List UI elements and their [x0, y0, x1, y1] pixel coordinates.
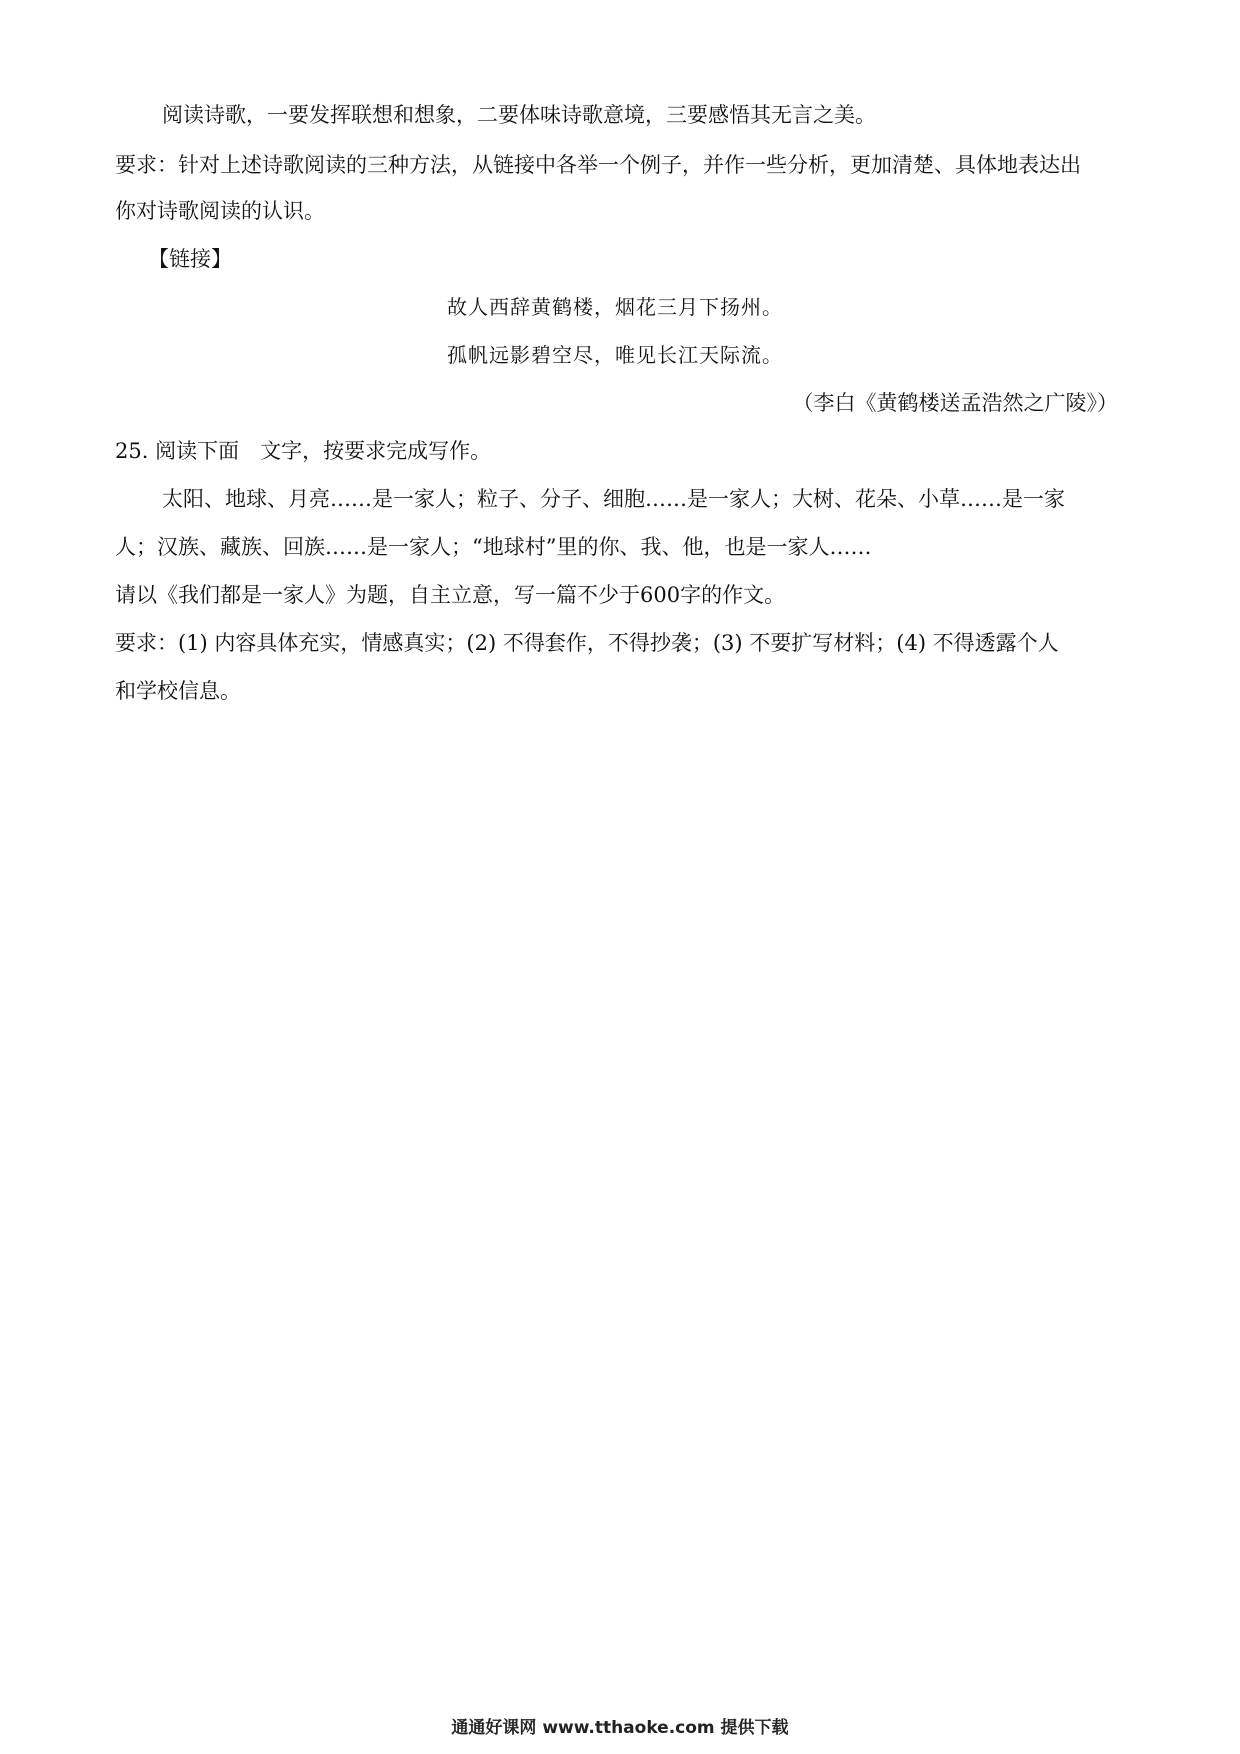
q24-requirement-line2: 你对诗歌阅读的认识。 — [115, 199, 325, 223]
q24-link-label: 【链接】 — [148, 247, 232, 271]
q25-material-line1: 太阳、地球、月亮……是一家人；粒子、分子、细胞……是一家人；大树、花朵、小草……是一家 — [162, 487, 1065, 511]
q25-material-line2: 人；汉族、藏族、回族……是一家人；“地球村”里的你、我、他，也是一家人…… — [115, 535, 872, 559]
poem-source: （李白《黄鹤楼送孟浩然之广陵》） — [792, 391, 1118, 415]
q25-requirement-line1: 要求：(1) 内容具体充实，情感真实；(2) 不得套作，不得抄袭；(3) 不要扩写材料；(4) 不得透露个人 — [115, 631, 1059, 655]
poem-line-2: 孤帆远影碧空尽，唯见长江天际流。 — [447, 343, 783, 367]
q25-prompt: 请以《我们都是一家人》为题，自主立意，写一篇不少于600字的作文。 — [115, 583, 786, 607]
q24-requirement-line1: 要求：针对上述诗歌阅读的三种方法，从链接中各举一个例子，并作一些分析，更加清楚、具体地表达出 — [115, 153, 1081, 177]
page-footer: 通通好课网 www.tthaoke.com 提供下载 — [451, 1718, 789, 1738]
poem-line-1: 故人西辞黄鹤楼，烟花三月下扬州。 — [447, 295, 783, 319]
q24-intro: 阅读诗歌，一要发挥联想和想象，二要体味诗歌意境，三要感悟其无言之美。 — [162, 103, 876, 127]
q25-title: 25. 阅读下面 文字，按要求完成写作。 — [115, 439, 492, 463]
q25-requirement-line2: 和学校信息。 — [115, 679, 241, 703]
